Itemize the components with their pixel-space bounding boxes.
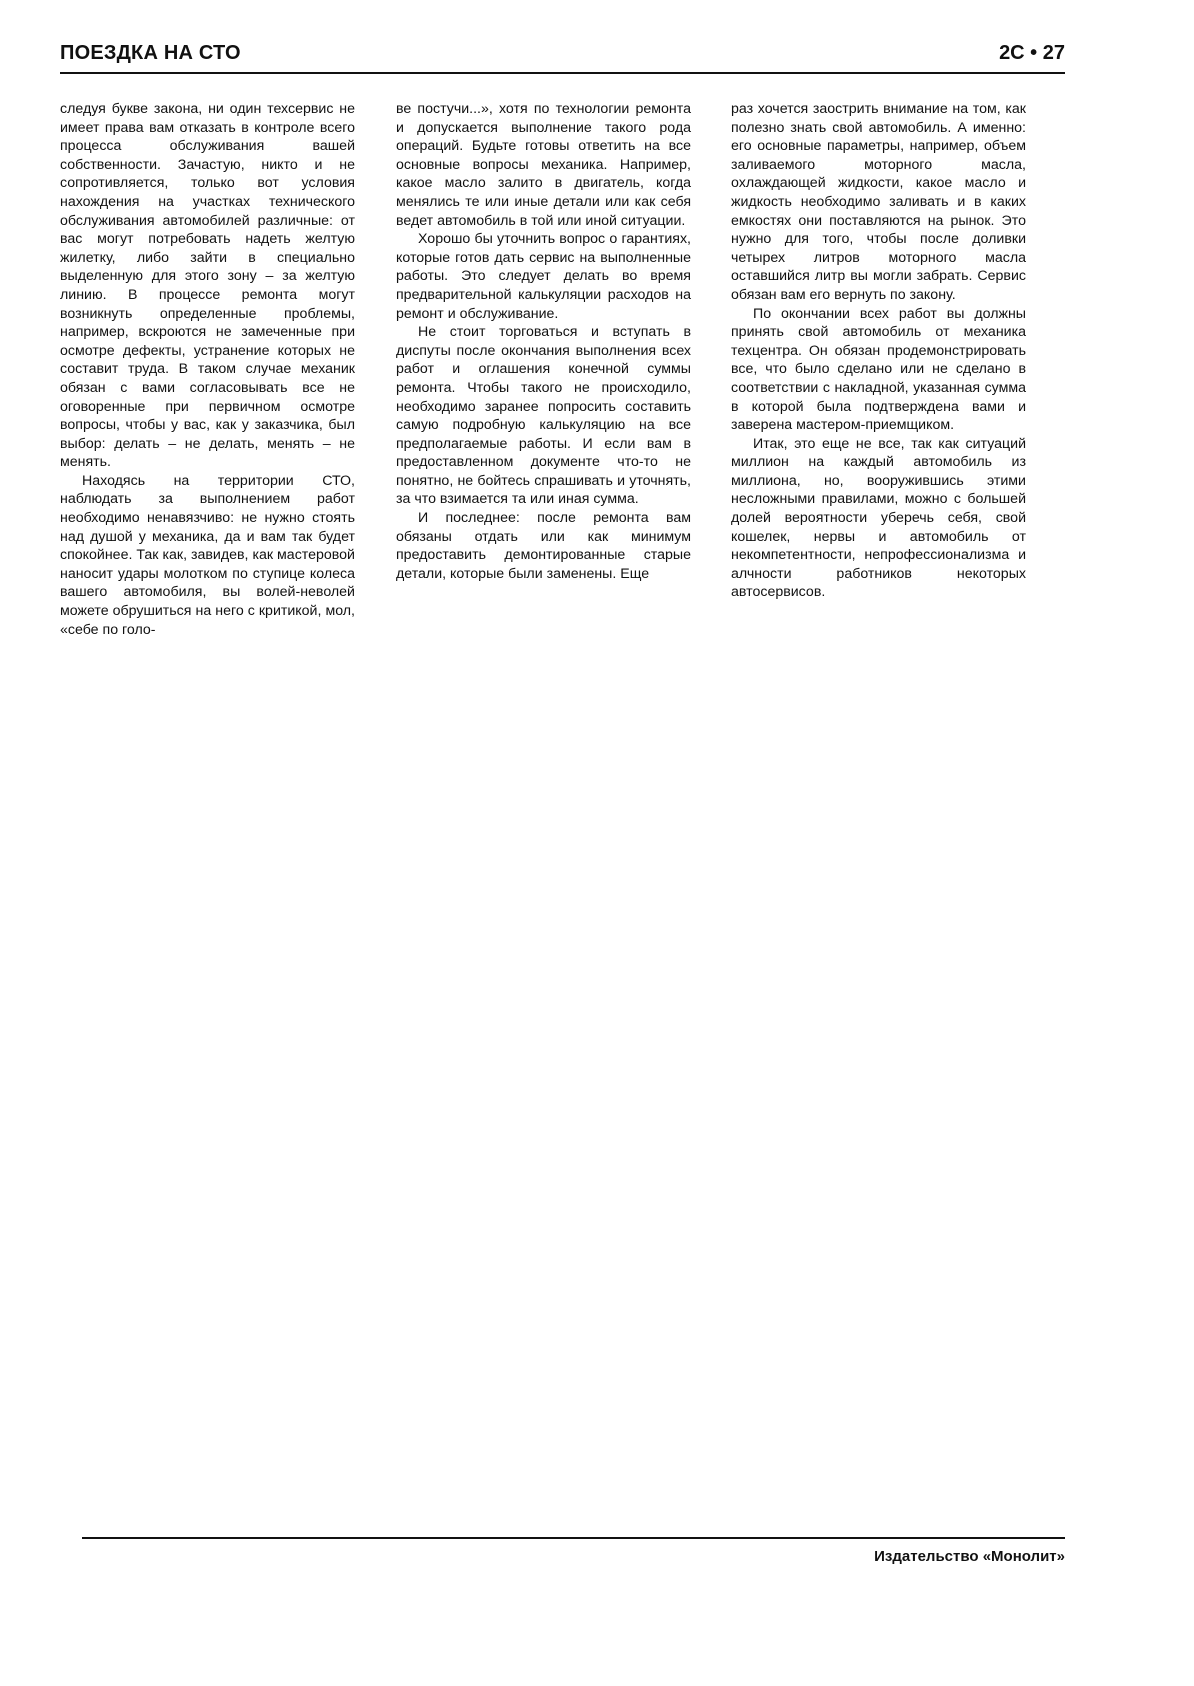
paragraph: Итак, это еще не все, так как ситуаций миллион на каждый автомобиль из миллиона, но, вооружившись этими несложными правилами, можно с большей долей вероятности уберечь себя, свой кошелек, нервы и автомобиль от некомпетентности, непрофессионализма и алчности работников некоторых автосервисов.: [731, 435, 1026, 601]
text-column-1: [60, 100, 355, 639]
section-title: ПОЕЗДКА НА СТО: [60, 42, 241, 64]
paragraph: Находясь на территории СТО, наблюдать за выполнением работ необходимо ненавязчиво: не нужно стоять над душой у механика, да и вам так будет спокойнее. Так как, завидев, как мастеровой наносит удары молотком по ступице колеса вашего автомобиля, вы волей-неволей можете обрушиться на него с критикой, мол, «себе по голо-: [60, 472, 355, 638]
paragraph: Не стоит торговаться и вступать в диспуты после окончания выполнения всех работ и оглашения конечной суммы ремонта. Чтобы такого не происходило, необходимо заранее попросить составить самую подробную калькуляцию на все предполагаемые работы. И если вам в предоставленном документе что-то не понятно, не бойтесь спрашивать и уточнять, за что взимается та или иная сумма.: [396, 324, 691, 508]
paragraph: раз хочется заострить внимание на том, как полезно знать свой автомобиль. А именно: его основные параметры, например, объем заливаемого моторного масла, охлаждающей жидкости, какое масло и жидкость необходимо заливать и в каких емкостях они поставляются на рынок. Это нужно для того, чтобы после доливки четырех литров моторного масла оставшийся литр вы могли забрать. Сервис обязан вам его вернуть по закону.: [731, 101, 1026, 303]
text-column-3: [731, 100, 1026, 602]
article-body: [60, 100, 1065, 660]
text-column-2: [396, 100, 691, 583]
footer-divider: [82, 1537, 1065, 1539]
page-header: [60, 38, 1065, 74]
paragraph: следуя букве закона, ни один техсервис не имеет права вам отказать в контроле всего процесса обслуживания вашей собственности. Зачастую, никто и не сопротивляется, только вот условия нахождения на участках технического обслуживания автомобилей различные: от вас могут потребовать надеть желтую жилетку, либо зайти в специально выделенную для этого зону – за желтую линию. В процессе ремонта могут возникнуть определенные проблемы, например, вскроются не замеченные при осмотре дефекты, устранение которых не составит труда. В таком случае механик обязан с вами согласовывать все не оговоренные при первичном осмотре вопросы, чтобы у вас, как у заказчика, был выбор: делать – не делать, менять – не менять.: [60, 101, 355, 471]
paragraph: ве постучи...», хотя по технологии ремонта и допускается выполнение такого рода операций. Будьте готовы ответить на все основные вопросы механика. Например, какое масло залито в двигатель, когда менялись те или иные детали или как себя ведет автомобиль в той или иной ситуации.: [396, 101, 691, 229]
paragraph: И последнее: после ремонта вам обязаны отдать или как минимум предоставить демонтированные старые детали, которые были заменены. Еще: [396, 510, 691, 582]
publisher-credit: Издательство «Монолит»: [874, 1548, 1065, 1565]
paragraph: По окончании всех работ вы должны принять свой автомобиль от механика техцентра. Он обязан продемонстрировать все, что было сделано или не сделано в соответствии с накладной, указанная сумма в которой была подтверждена вами и заверена мастером-приемщиком.: [731, 305, 1026, 434]
page-number: 2С • 27: [999, 42, 1065, 64]
paragraph: Хорошо бы уточнить вопрос о гарантиях, которые готов дать сервис на выполненные работы. Это следует делать во время предварительной калькуляции расходов на ремонт и обслуживание.: [396, 231, 691, 322]
